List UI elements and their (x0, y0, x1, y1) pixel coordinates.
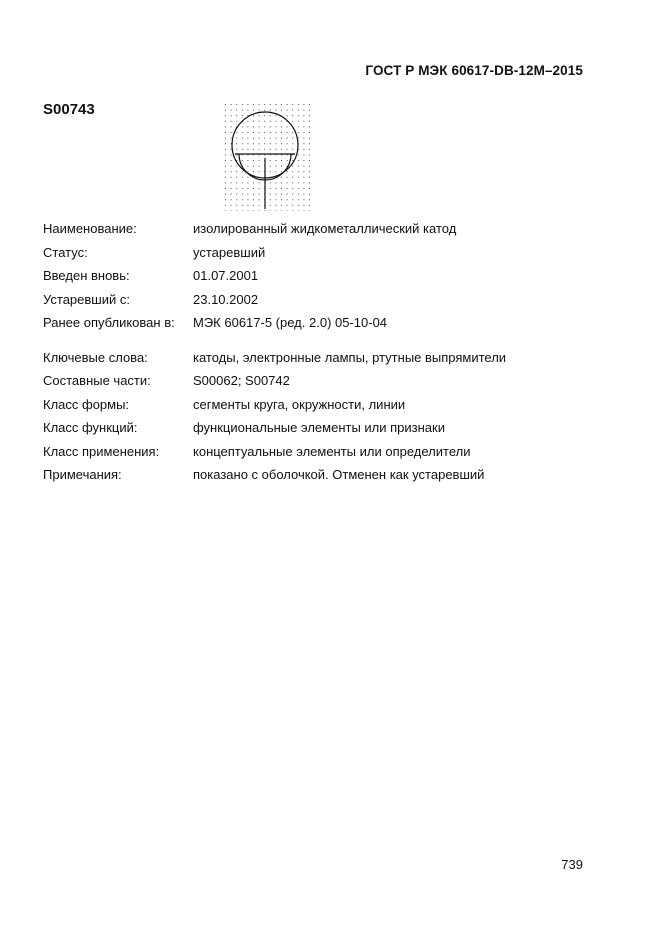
properties-group-classification (43, 346, 623, 487)
property-row (43, 217, 623, 241)
property-row (43, 440, 623, 464)
property-value: 01.07.2001 (193, 268, 259, 284)
property-value: изолированный жидкометаллический катод (193, 221, 457, 237)
property-row (43, 393, 623, 417)
property-row (43, 241, 623, 265)
property-label: Класс формы: (43, 396, 130, 412)
property-row (43, 369, 623, 393)
property-value: 23.10.2002 (193, 291, 259, 307)
property-value: функциональные элементы или признаки (193, 420, 445, 436)
property-label: Статус: (43, 244, 88, 260)
symbol-figure (222, 101, 314, 211)
property-value: концептуальные элементы или определители (193, 443, 471, 459)
property-label: Наименование: (43, 221, 137, 237)
symbol-code: S00743 (43, 101, 95, 118)
page-number: 739 (561, 857, 583, 872)
property-label: Класс функций: (43, 420, 138, 436)
property-label: Ключевые слова: (43, 349, 148, 365)
property-row (43, 288, 623, 312)
property-row (43, 311, 623, 335)
property-row (43, 264, 623, 288)
property-label: Составные части: (43, 373, 151, 389)
property-label: Ранее опубликован в: (43, 315, 175, 331)
document-header: ГОСТ Р МЭК 60617-DB-12M–2015 (365, 63, 583, 78)
symbol-properties (43, 217, 623, 487)
properties-group-main (43, 217, 623, 335)
cathode-symbol-icon (222, 101, 314, 211)
property-label: Примечания: (43, 467, 122, 483)
property-value: сегменты круга, окружности, линии (193, 396, 406, 412)
property-value: показано с оболочкой. Отменен как устаревший (193, 467, 485, 483)
property-value: S00062; S00742 (193, 373, 290, 389)
property-row (43, 346, 623, 370)
property-label: Класс применения: (43, 443, 160, 459)
property-row (43, 463, 623, 487)
property-row (43, 416, 623, 440)
property-value: катоды, электронные лампы, ртутные выпрямители (193, 349, 507, 365)
property-label: Устаревший с: (43, 291, 130, 307)
property-value: устаревший (193, 244, 266, 260)
property-value: МЭК 60617-5 (ред. 2.0) 05-10-04 (193, 315, 388, 331)
property-label: Введен вновь: (43, 268, 130, 284)
